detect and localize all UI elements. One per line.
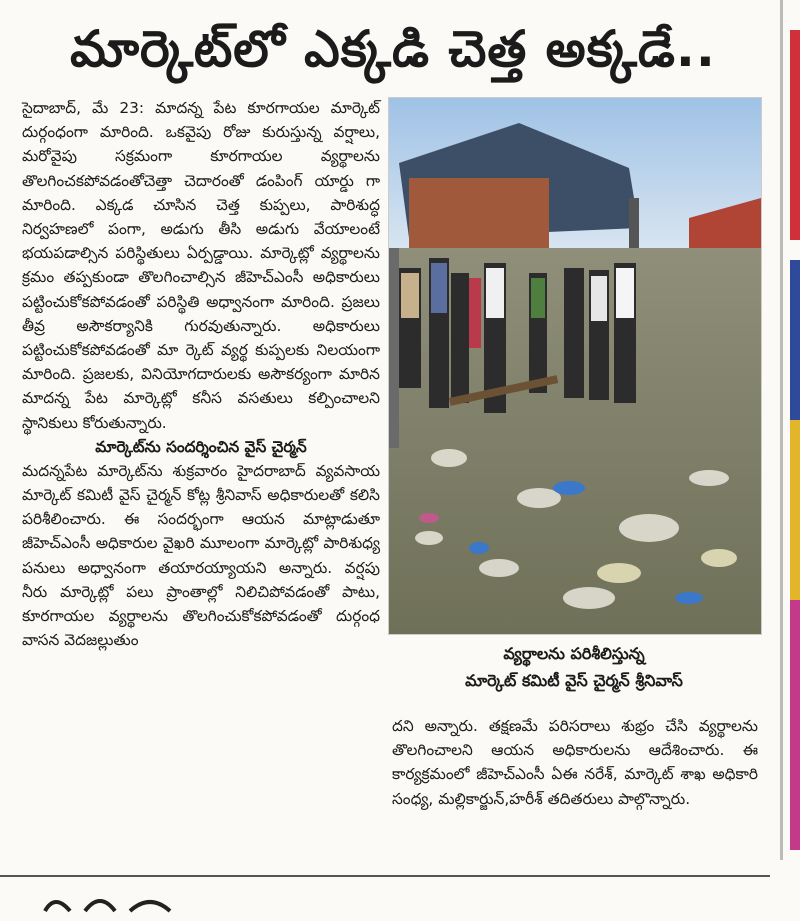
article-lead-paragraph: సైదాబాద్, మే 23: మాదన్న పేట కూరగాయల మార్కెట్ దుర్గంధంగా మారింది. ఒకవైపు రోజు కురుస్తున్న వర్షాలు, మరోవైపు సక్రమంగా కూరగాయల వ్యర్థాలను తొలగించకపోవడంతోచెత్తా చెదారంతో డంపింగ్ యార్డు గా మారింది. ఎక్కడ చూసిన చెత్త కుప్పలు, పారిశుద్ధ నిర్వహణలో పంగా, అడుగు తీసి అడుగు వేయాలంటే భయపడాల్సిన పరిస్థితులు ఏర్పడ్డాయి. మార్కెట్లో వ్యర్థాలను క్రమం తప్పకుండా తొలగించాల్సిన జీహెచ్ఎంసీ అధికారులు పట్టించుకోకపోవడంతో పరిస్థితి అధ్వానంగా మారింది. ప్రజలు తీవ్ర అసౌకర్యానికి గురవుతున్నారు. అధికారులు పట్టించుకోకపోవడంతో మా ర్కెట్ వ్యర్థ కుప్పలకు నిలయంగా మారింది. ప్రజలకు, వినియోగదారులకు అసౌకర్యంగా మారిన మాదన్న పేట మార్కెట్లో కనీస వసతులు కల్పించాలని స్థానికులు కోరుతున్నారు. [22,99,380,432]
section-divider [0,875,770,877]
photo-illustration [389,98,761,634]
article-body-left: మదన్నపేట మార్కెట్‌ను శుక్రవారం హైదరాబాద్ వ్యవసాయ మార్కెట్ కమిటీ వైస్ చైర్మన్ కోట్ల శ్రీనివాస్ అధికారులతో కలిసి పరిశీలించారు. ఈ సందర్భంగా ఆయన మాట్లాడుతూ జీహెచ్ఎంసీ అధికారుల వైఖరి మూలంగా మార్కెట్లో పారిశుధ్య పనులు అధ్వానంగా తయారయ్యాయని అన్నారు. వర్షపు నీరు మార్కెట్లో పలు ప్రాంతాల్లో నిలిచిపోవడంతో పాటు, కూరగాయల వ్యర్థాలను తొలగించుకోకపోవడంతో దుర్గంధ వాసన వెదజల్లుతుం [22,461,380,650]
adjacent-ad-strip [790,600,800,850]
photo-caption-line-2: మార్కెట్ కమిటీ వైస్ చైర్మన్ శ్రీనివాస్ [465,671,683,690]
column-divider [780,0,783,860]
next-article-cutoff [40,886,180,921]
article-right-column [392,714,758,811]
article-left-column [22,96,380,652]
adjacent-ad-strip [790,30,800,240]
article-body-right: దని అన్నారు. తక్షణమే పరిసరాలు శుభ్రం చేసి వ్యర్థాలను తొలగించాలని ఆయన అధికారులను ఆదేశించారు. ఈ కార్యక్రమంలో జీహెచ్ఎంసీ ఏఈ నరేశ్, మార్కెట్ శాఖ అధికారి సంధ్య, మల్లికార్జున్,హరీశ్ తదితరులు పాల్గొన్నారు. [392,717,758,808]
article-subheading: మార్కెట్‌ను సందర్శించిన వైస్ చైర్మన్ [95,437,307,456]
photo-caption-line-1: వ్యర్థాలను పరిశీలిస్తున్న [503,644,645,663]
article-headline: మార్కెట్‌లో ఎక్కడి చెత్త అక్కడే.. [70,20,716,78]
photo-caption [388,640,760,694]
adjacent-ad-strip [790,420,800,600]
market-garbage-photo [388,97,762,635]
adjacent-ad-strip [790,260,800,420]
